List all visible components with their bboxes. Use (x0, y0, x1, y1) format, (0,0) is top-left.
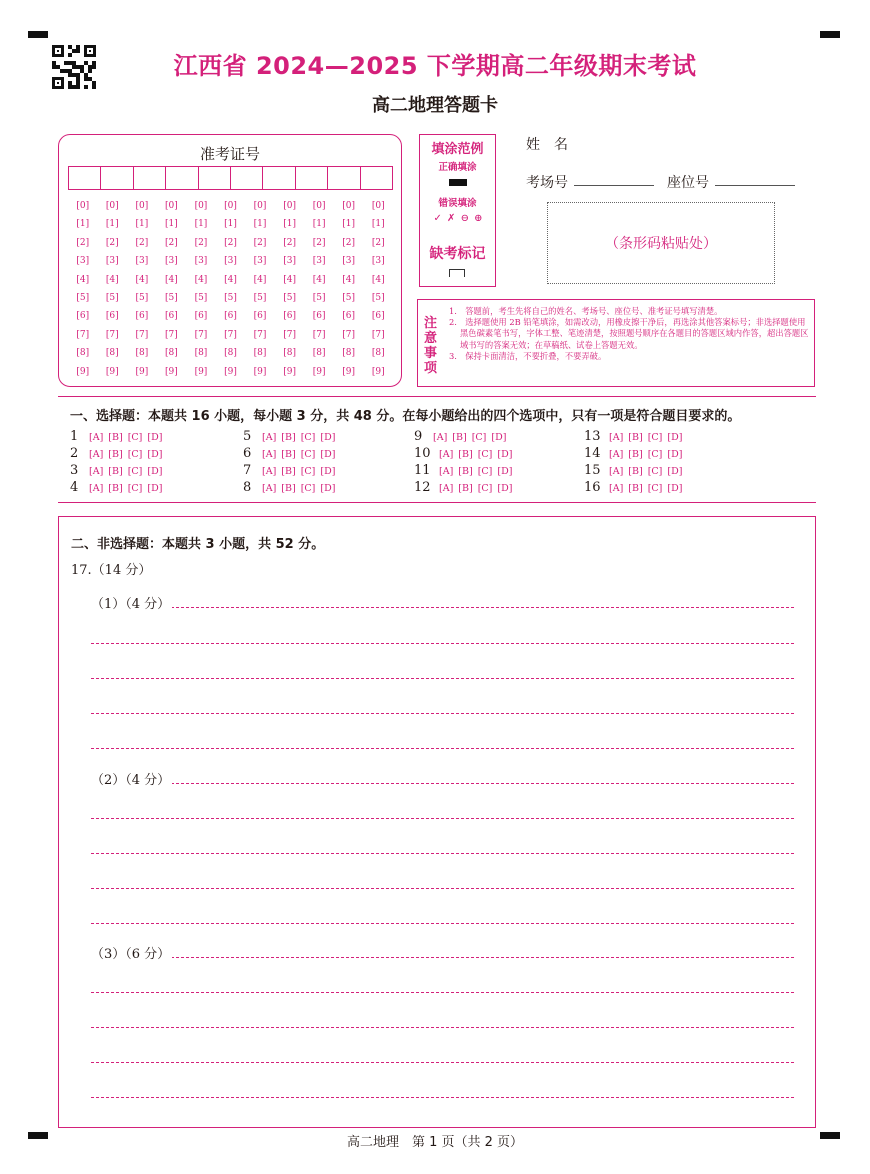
option-bubble[interactable]: [B] (628, 449, 643, 460)
digit-bubble[interactable]: [7] (165, 329, 178, 340)
option-bubble[interactable]: [B] (108, 449, 123, 460)
digit-bubble[interactable]: [2] (105, 237, 119, 248)
section-divider (58, 502, 816, 503)
page-footer: 高二地理 第 1 页（共 2 页） (346, 1135, 524, 1150)
digit-bubble[interactable]: [6] (105, 311, 119, 322)
option-bubble[interactable]: [B] (281, 466, 296, 477)
answer-line[interactable] (91, 992, 794, 993)
digit-bubble[interactable]: [6] (76, 311, 90, 322)
digit-bubble[interactable]: [1] (135, 219, 149, 230)
answer-line[interactable] (91, 783, 794, 784)
digit-bubble[interactable]: [4] (342, 274, 356, 285)
option-bubble[interactable]: [B] (281, 449, 296, 460)
digit-bubble[interactable]: [7] (105, 329, 119, 340)
digit-bubble[interactable]: [0] (312, 201, 326, 211)
answer-line[interactable] (91, 818, 794, 819)
option-bubble[interactable]: [B] (108, 483, 123, 494)
digit-bubble[interactable]: [9] (165, 366, 178, 377)
digit-bubble[interactable]: [9] (312, 366, 326, 377)
digit-bubble[interactable]: [9] (135, 366, 149, 377)
digit-bubble[interactable]: [0] (194, 201, 208, 211)
digit-bubble[interactable]: [6] (135, 311, 149, 322)
question-17-part-1-label: （1）（4 分） (91, 593, 172, 612)
answer-line[interactable] (91, 678, 794, 679)
question-number: 13 (584, 429, 601, 444)
wrong-fill-samples: ✓ ✗ ⊖ ⊕ (433, 213, 484, 224)
alignment-mark-top-left (28, 31, 48, 38)
digit-bubble[interactable]: [4] (253, 274, 267, 285)
question-number: 5 (243, 429, 252, 444)
digit-bubble[interactable]: [8] (253, 348, 267, 359)
digit-bubble[interactable]: [5] (224, 292, 237, 303)
mcq-question-row (70, 429, 162, 444)
option-bubble[interactable]: [D] (497, 483, 513, 494)
digit-bubble[interactable]: [1] (76, 219, 90, 230)
digit-bubble[interactable]: [1] (253, 219, 267, 230)
option-bubble[interactable]: [D] (667, 432, 683, 443)
option-bubble[interactable]: [A] (89, 449, 104, 460)
alignment-mark-top-right (820, 31, 840, 38)
digit-bubble[interactable]: [0] (165, 201, 178, 211)
instructions-panel (417, 299, 815, 387)
option-bubble[interactable]: [D] (147, 483, 163, 494)
digit-bubble[interactable]: [8] (165, 348, 178, 359)
digit-bubble[interactable]: [8] (76, 348, 90, 359)
option-bubble[interactable]: [B] (108, 466, 123, 477)
question-number: 3 (70, 463, 79, 478)
instruction-item: 2. 选择题使用 2B 铅笔填涂，如需改动，用橡皮擦干净后，再选涂其他答案标号；非选择题使用黑色碳素笔书写，字体工整、笔迹清楚，按照题号顺序在各题目的答题区域内作答，超出答题区域书写的答案无效；在草稿纸、试卷上答题无效。 (449, 317, 809, 350)
option-bubble[interactable]: [B] (628, 483, 643, 494)
digit-bubble[interactable]: [4] (283, 274, 296, 285)
digit-bubble[interactable]: [1] (165, 219, 178, 230)
question-number: 7 (243, 463, 252, 478)
option-bubble[interactable]: [A] (609, 466, 624, 477)
option-bubble[interactable]: [C] (647, 466, 663, 477)
option-bubble[interactable]: [A] (609, 483, 624, 494)
digit-bubble[interactable]: [6] (224, 311, 237, 322)
option-bubble[interactable]: [B] (458, 466, 473, 477)
question-number: 14 (584, 446, 601, 461)
digit-bubble[interactable]: [0] (76, 201, 90, 211)
answer-line[interactable] (91, 1027, 794, 1028)
correct-fill-sample (449, 179, 467, 186)
digit-bubble[interactable]: [7] (253, 329, 267, 340)
free-response-heading: 二、非选择题：本题共 3 小题，共 52 分。 (71, 537, 325, 552)
digit-bubble[interactable]: [1] (105, 219, 119, 230)
option-bubble[interactable]: [B] (281, 483, 296, 494)
absent-mark-label: 缺考标记 (429, 246, 486, 262)
digit-bubble[interactable]: [8] (312, 348, 326, 359)
answer-line[interactable] (91, 643, 794, 644)
digit-bubble[interactable]: [0] (371, 201, 385, 211)
option-bubble[interactable]: [A] (89, 432, 104, 443)
option-bubble[interactable]: [A] (262, 449, 277, 460)
digit-bubble[interactable]: [3] (224, 256, 237, 267)
digit-bubble[interactable]: [6] (194, 311, 208, 322)
mcq-question-row (70, 463, 162, 478)
digit-bubble[interactable]: [3] (283, 256, 296, 267)
mcq-question-row (584, 463, 682, 478)
digit-bubble[interactable]: [4] (135, 274, 149, 285)
absent-mark-box[interactable] (449, 269, 465, 277)
free-response-section (58, 516, 816, 1128)
digit-bubble[interactable]: [5] (165, 292, 178, 303)
exam-room-label: 考场号 (526, 175, 568, 191)
digit-bubble[interactable]: [3] (312, 256, 326, 267)
digit-bubble[interactable]: [3] (135, 256, 149, 267)
digit-bubble[interactable]: [2] (194, 237, 208, 248)
question-17-part-2-label: （2）（4 分） (91, 769, 172, 788)
digit-bubble[interactable]: [9] (342, 366, 356, 377)
mcq-question-row (243, 480, 335, 495)
digit-bubble[interactable]: [0] (105, 201, 119, 211)
digit-bubble[interactable]: [0] (342, 201, 356, 211)
digit-bubble[interactable]: [8] (224, 348, 237, 359)
question-number: 1 (70, 429, 79, 444)
mcq-question-row (243, 429, 335, 444)
digit-bubble[interactable]: [7] (76, 329, 90, 340)
option-bubble[interactable]: [A] (262, 466, 277, 477)
option-bubble[interactable]: [D] (147, 432, 163, 443)
mcq-question-row (584, 480, 682, 495)
option-bubble[interactable]: [B] (628, 432, 643, 443)
option-bubble[interactable]: [A] (89, 466, 104, 477)
digit-bubble[interactable]: [5] (253, 292, 267, 303)
digit-bubble[interactable]: [9] (371, 366, 385, 377)
card-subtitle: 高二地理答题卡 (372, 95, 498, 116)
mcq-question-row (70, 480, 162, 495)
digit-bubble[interactable]: [2] (312, 237, 326, 248)
option-bubble[interactable]: [D] (667, 449, 683, 460)
option-bubble[interactable]: [C] (127, 432, 143, 443)
digit-bubble[interactable]: [5] (135, 292, 149, 303)
digit-bubble[interactable]: [5] (76, 292, 90, 303)
answer-line[interactable] (91, 853, 794, 854)
option-bubble[interactable]: [D] (320, 483, 336, 494)
answer-line[interactable] (91, 1062, 794, 1063)
digit-bubble[interactable]: [1] (371, 219, 385, 230)
instructions-side-label: 注意事项 (424, 316, 438, 376)
digit-bubble[interactable]: [6] (165, 311, 178, 322)
question-number: 15 (584, 463, 601, 478)
digit-bubble[interactable]: [8] (283, 348, 296, 359)
option-bubble[interactable]: [B] (108, 432, 123, 443)
option-bubble[interactable]: [D] (147, 449, 163, 460)
digit-bubble[interactable]: [2] (342, 237, 356, 248)
digit-bubble[interactable]: [5] (105, 292, 119, 303)
instruction-item: 3. 保持卡面清洁，不要折叠，不要弄破。 (449, 350, 607, 361)
question-number: 2 (70, 446, 79, 461)
digit-bubble[interactable]: [3] (165, 256, 178, 267)
question-number: 11 (414, 463, 431, 478)
barcode-area: （条形码粘贴处） (547, 202, 775, 284)
admission-number-write-boxes[interactable] (68, 166, 393, 190)
option-bubble[interactable]: [B] (452, 432, 467, 443)
answer-line[interactable] (91, 923, 794, 924)
correct-fill-label: 正确填涂 (438, 162, 477, 173)
mcq-question-row (414, 463, 512, 478)
digit-bubble[interactable]: [4] (76, 274, 90, 285)
digit-bubble[interactable]: [3] (253, 256, 267, 267)
digit-bubble[interactable]: [7] (342, 329, 356, 340)
digit-bubble[interactable]: [9] (105, 366, 119, 377)
digit-bubble[interactable]: [2] (135, 237, 149, 248)
option-bubble[interactable]: [A] (89, 483, 104, 494)
option-bubble[interactable]: [C] (300, 432, 316, 443)
option-bubble[interactable]: [D] (320, 466, 336, 477)
digit-bubble[interactable]: [3] (342, 256, 356, 267)
digit-bubble[interactable]: [4] (105, 274, 119, 285)
option-bubble[interactable]: [C] (477, 466, 493, 477)
digit-bubble[interactable]: [4] (312, 274, 326, 285)
option-bubble[interactable]: [D] (147, 466, 163, 477)
digit-bubble[interactable]: [7] (135, 329, 149, 340)
digit-bubble[interactable]: [5] (342, 292, 356, 303)
option-bubble[interactable]: [A] (433, 432, 448, 443)
option-bubble[interactable]: [C] (477, 449, 493, 460)
digit-bubble[interactable]: [7] (283, 329, 296, 340)
digit-bubble[interactable]: [9] (194, 366, 208, 377)
mcq-question-row (414, 429, 506, 444)
option-bubble[interactable]: [A] (439, 449, 454, 460)
mcq-question-row (414, 446, 512, 461)
question-number: 9 (414, 429, 423, 444)
digit-bubble[interactable]: [5] (283, 292, 296, 303)
name-label: 姓 名 (526, 137, 568, 153)
instruction-item: 1. 答题前，考生先将自己的姓名、考场号、座位号、准考证号填写清楚。 (449, 306, 723, 316)
digit-bubble[interactable]: [6] (371, 311, 385, 322)
seat-label: 座位号 (667, 175, 709, 191)
digit-bubble[interactable]: [0] (283, 201, 296, 211)
option-bubble[interactable]: [A] (609, 432, 624, 443)
option-bubble[interactable]: [B] (458, 449, 473, 460)
option-bubble[interactable]: [A] (262, 432, 277, 443)
answer-line[interactable] (91, 957, 794, 958)
digit-bubble[interactable]: [8] (342, 348, 356, 359)
exam-room-field[interactable] (574, 185, 654, 186)
option-bubble[interactable]: [D] (667, 466, 683, 477)
multiple-choice-heading: 一、选择题：本题共 16 小题，每小题 3 分，共 48 分。在每小题给出的四个选项中，只有一项是符合题目要求的。 (70, 409, 741, 424)
question-number: 12 (414, 480, 431, 495)
digit-bubble[interactable]: [2] (165, 237, 178, 248)
digit-bubble[interactable]: [6] (312, 311, 326, 322)
option-bubble[interactable]: [C] (127, 449, 143, 460)
digit-bubble[interactable]: [3] (371, 256, 385, 267)
digit-bubble[interactable]: [9] (76, 366, 90, 377)
option-bubble[interactable]: [C] (477, 483, 493, 494)
option-bubble[interactable]: [A] (609, 449, 624, 460)
answer-line[interactable] (91, 748, 794, 749)
answer-line[interactable] (91, 607, 794, 608)
digit-bubble[interactable]: [2] (76, 237, 90, 248)
admission-number-panel (58, 134, 402, 387)
digit-bubble[interactable]: [7] (312, 329, 326, 340)
digit-bubble[interactable]: [1] (342, 219, 356, 230)
answer-line[interactable] (91, 713, 794, 714)
digit-bubble[interactable]: [1] (194, 219, 208, 230)
digit-bubble[interactable]: [2] (283, 237, 296, 248)
digit-bubble[interactable]: [2] (224, 237, 237, 248)
digit-bubble[interactable]: [6] (283, 311, 296, 322)
digit-bubble[interactable]: [4] (165, 274, 178, 285)
option-bubble[interactable]: [B] (628, 466, 643, 477)
digit-bubble[interactable]: [2] (371, 237, 385, 248)
question-number: 4 (70, 480, 79, 495)
question-number: 10 (414, 446, 431, 461)
question-number: 16 (584, 480, 601, 495)
digit-bubble[interactable]: [4] (371, 274, 385, 285)
option-bubble[interactable]: [D] (491, 432, 507, 443)
fill-example-panel (419, 134, 496, 287)
digit-bubble[interactable]: [9] (224, 366, 237, 377)
digit-bubble[interactable]: [2] (253, 237, 267, 248)
digit-bubble[interactable]: [8] (105, 348, 119, 359)
digit-bubble[interactable]: [6] (342, 311, 356, 322)
mcq-question-row (584, 446, 682, 461)
digit-bubble[interactable]: [3] (105, 256, 119, 267)
question-number: 6 (243, 446, 252, 461)
digit-bubble[interactable]: [8] (135, 348, 149, 359)
digit-bubble[interactable]: [1] (224, 219, 237, 230)
digit-bubble[interactable]: [4] (224, 274, 237, 285)
seat-field[interactable] (715, 185, 795, 186)
option-bubble[interactable]: [A] (439, 466, 454, 477)
admission-number-bubble-grid[interactable] (68, 199, 393, 380)
mcq-question-row (414, 480, 512, 495)
digit-bubble[interactable]: [7] (194, 329, 208, 340)
digit-bubble[interactable]: [0] (135, 201, 149, 211)
option-bubble[interactable]: [C] (647, 483, 663, 494)
option-bubble[interactable]: [B] (281, 432, 296, 443)
digit-bubble[interactable]: [6] (253, 311, 267, 322)
digit-bubble[interactable]: [5] (312, 292, 326, 303)
answer-line[interactable] (91, 888, 794, 889)
mcq-question-row (243, 463, 335, 478)
digit-bubble[interactable]: [3] (76, 256, 90, 267)
option-bubble[interactable]: [D] (497, 466, 513, 477)
option-bubble[interactable]: [D] (320, 449, 336, 460)
option-bubble[interactable]: [D] (497, 449, 513, 460)
option-bubble[interactable]: [A] (262, 483, 277, 494)
question-17-part-3-label: （3）（6 分） (91, 943, 172, 962)
option-bubble[interactable]: [C] (127, 483, 143, 494)
digit-bubble[interactable]: [3] (194, 256, 208, 267)
option-bubble[interactable]: [C] (471, 432, 487, 443)
digit-bubble[interactable]: [1] (283, 219, 296, 230)
fill-example-title: 填涂范例 (431, 142, 484, 157)
digit-bubble[interactable]: [5] (371, 292, 385, 303)
option-bubble[interactable]: [C] (300, 449, 316, 460)
question-number: 8 (243, 480, 252, 495)
digit-bubble[interactable]: [9] (253, 366, 267, 377)
answer-line[interactable] (91, 1097, 794, 1098)
wrong-fill-label: 错误填涂 (438, 198, 477, 209)
digit-bubble[interactable]: [7] (371, 329, 385, 340)
digit-bubble[interactable]: [5] (194, 292, 208, 303)
option-bubble[interactable]: [C] (127, 466, 143, 477)
digit-bubble[interactable]: [0] (253, 201, 267, 211)
digit-bubble[interactable]: [8] (371, 348, 385, 359)
digit-bubble[interactable]: [7] (224, 329, 237, 340)
option-bubble[interactable]: [D] (667, 483, 683, 494)
page-title: 江西省 2024—2025 下学期高二年级期末考试 (173, 52, 697, 80)
admission-number-label: 准考证号 (199, 145, 260, 163)
option-bubble[interactable]: [C] (647, 432, 663, 443)
digit-bubble[interactable]: [8] (194, 348, 208, 359)
option-bubble[interactable]: [C] (300, 466, 316, 477)
mcq-question-row (243, 446, 335, 461)
option-bubble[interactable]: [C] (647, 449, 663, 460)
digit-bubble[interactable]: [4] (194, 274, 208, 285)
digit-bubble[interactable]: [1] (312, 219, 326, 230)
option-bubble[interactable]: [C] (300, 483, 316, 494)
digit-bubble[interactable]: [0] (224, 201, 237, 211)
option-bubble[interactable]: [A] (439, 483, 454, 494)
mcq-question-row (70, 446, 162, 461)
option-bubble[interactable]: [D] (320, 432, 336, 443)
digit-bubble[interactable]: [9] (283, 366, 296, 377)
mcq-question-row (584, 429, 682, 444)
option-bubble[interactable]: [B] (458, 483, 473, 494)
question-17-label: 17.（14 分） (71, 563, 152, 578)
